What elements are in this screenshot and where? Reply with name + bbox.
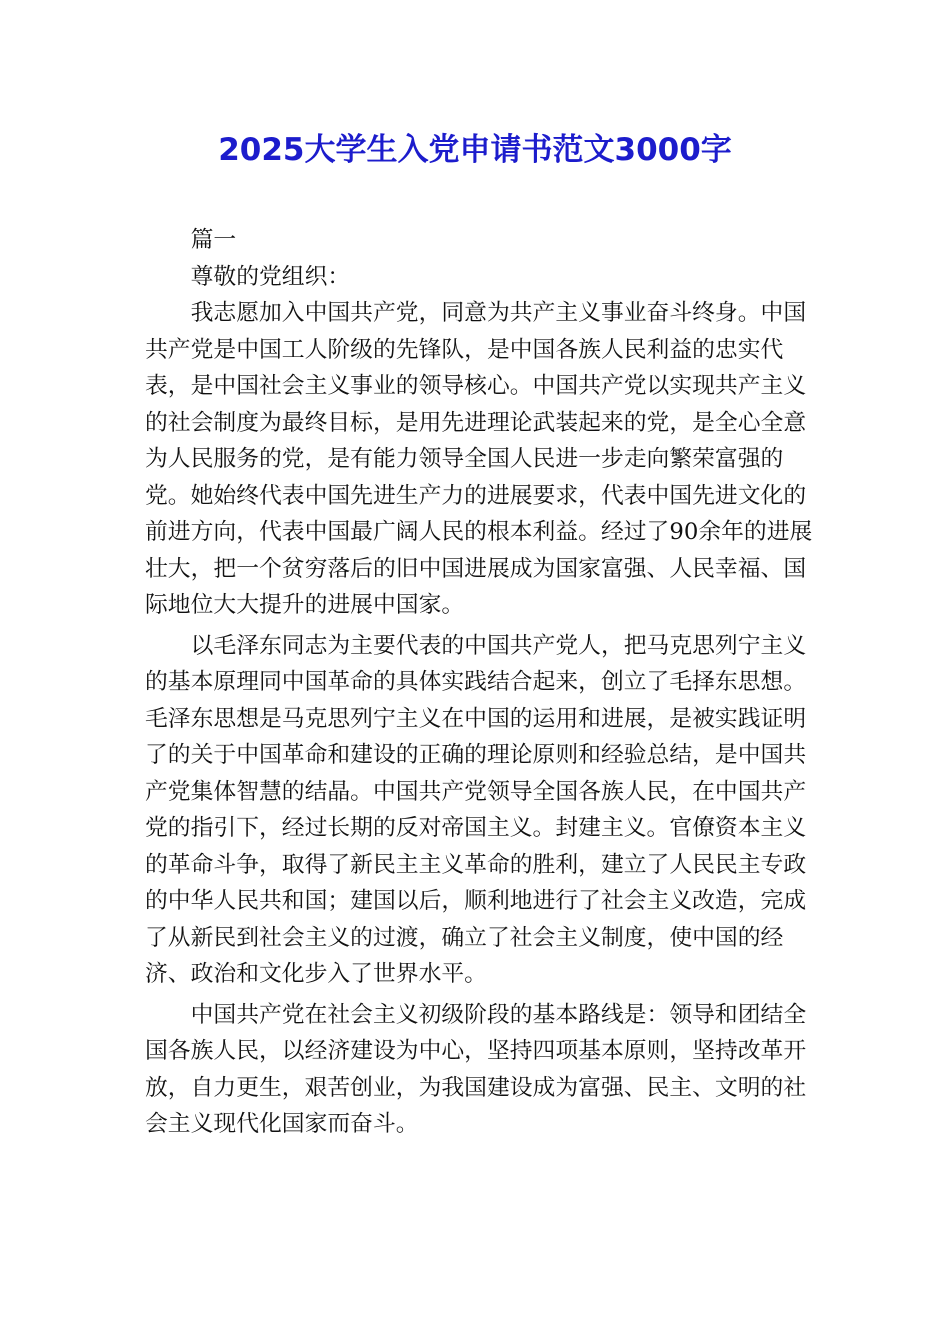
paragraph-1: 我志愿加入中国共产党，同意为共产主义事业奋斗终身。中国共产党是中国工人阶级的先锋队，是中国各族人民利益的忠实代表，是中国社会主义事业的领导核心。中国共产党以实现共产主义的社会制度为最终目标，是用先进理论武装起来的党，是全心全意为人民服务的党，是有能力领导全国人民进一步走向繁荣富强的党。她始终代表中国先进生产力的进展要求，代表中国先进文化的前进方向，代表中国最广阔人民的根本利益。经过了90余年的进展壮大，把一个贫穷落后的旧中国进展成为国家富强、人民幸福、国际地位大大提升的进展中国家。 [145, 300, 813, 618]
document-body [145, 222, 815, 1147]
salutation: 尊敬的党组织： [190, 263, 351, 290]
paragraph-2: 以毛泽东同志为主要代表的中国共产党人，把马克思列宁主义的基本原理同中国革命的具体实践结合起来，创立了毛择东思想。毛泽东思想是马克思列宁主义在中国的运用和进展，是被实践证明了的关于中国革命和建设的正确的理论原则和经验总结，是中国共产党集体智慧的结晶。中国共产党领导全国各族人民，在中国共产党的指引下，经过长期的反对帝国主义。封建主义。官僚资本主义的革命斗争，取得了新民主主义革命的胜利，建立了人民民主专政的中华人民共和国；建国以后，顺利地进行了社会主义改造，完成了从新民到社会主义的过渡，确立了社会主义制度，使中国的经济、政治和文化步入了世界水平。 [145, 632, 807, 987]
paragraph-3: 中国共产党在社会主义初级阶段的基本路线是：领导和团结全国各族人民，以经济建设为中心，坚持四项基本原则，坚持改革开放，自力更生，艰苦创业，为我国建设成为富强、民主、文明的社会主义现代化国家而奋斗。 [145, 1001, 807, 1137]
document-title: 2025大学生入党申请书范文3000字 [218, 132, 732, 168]
section-heading: 篇一 [190, 227, 237, 253]
